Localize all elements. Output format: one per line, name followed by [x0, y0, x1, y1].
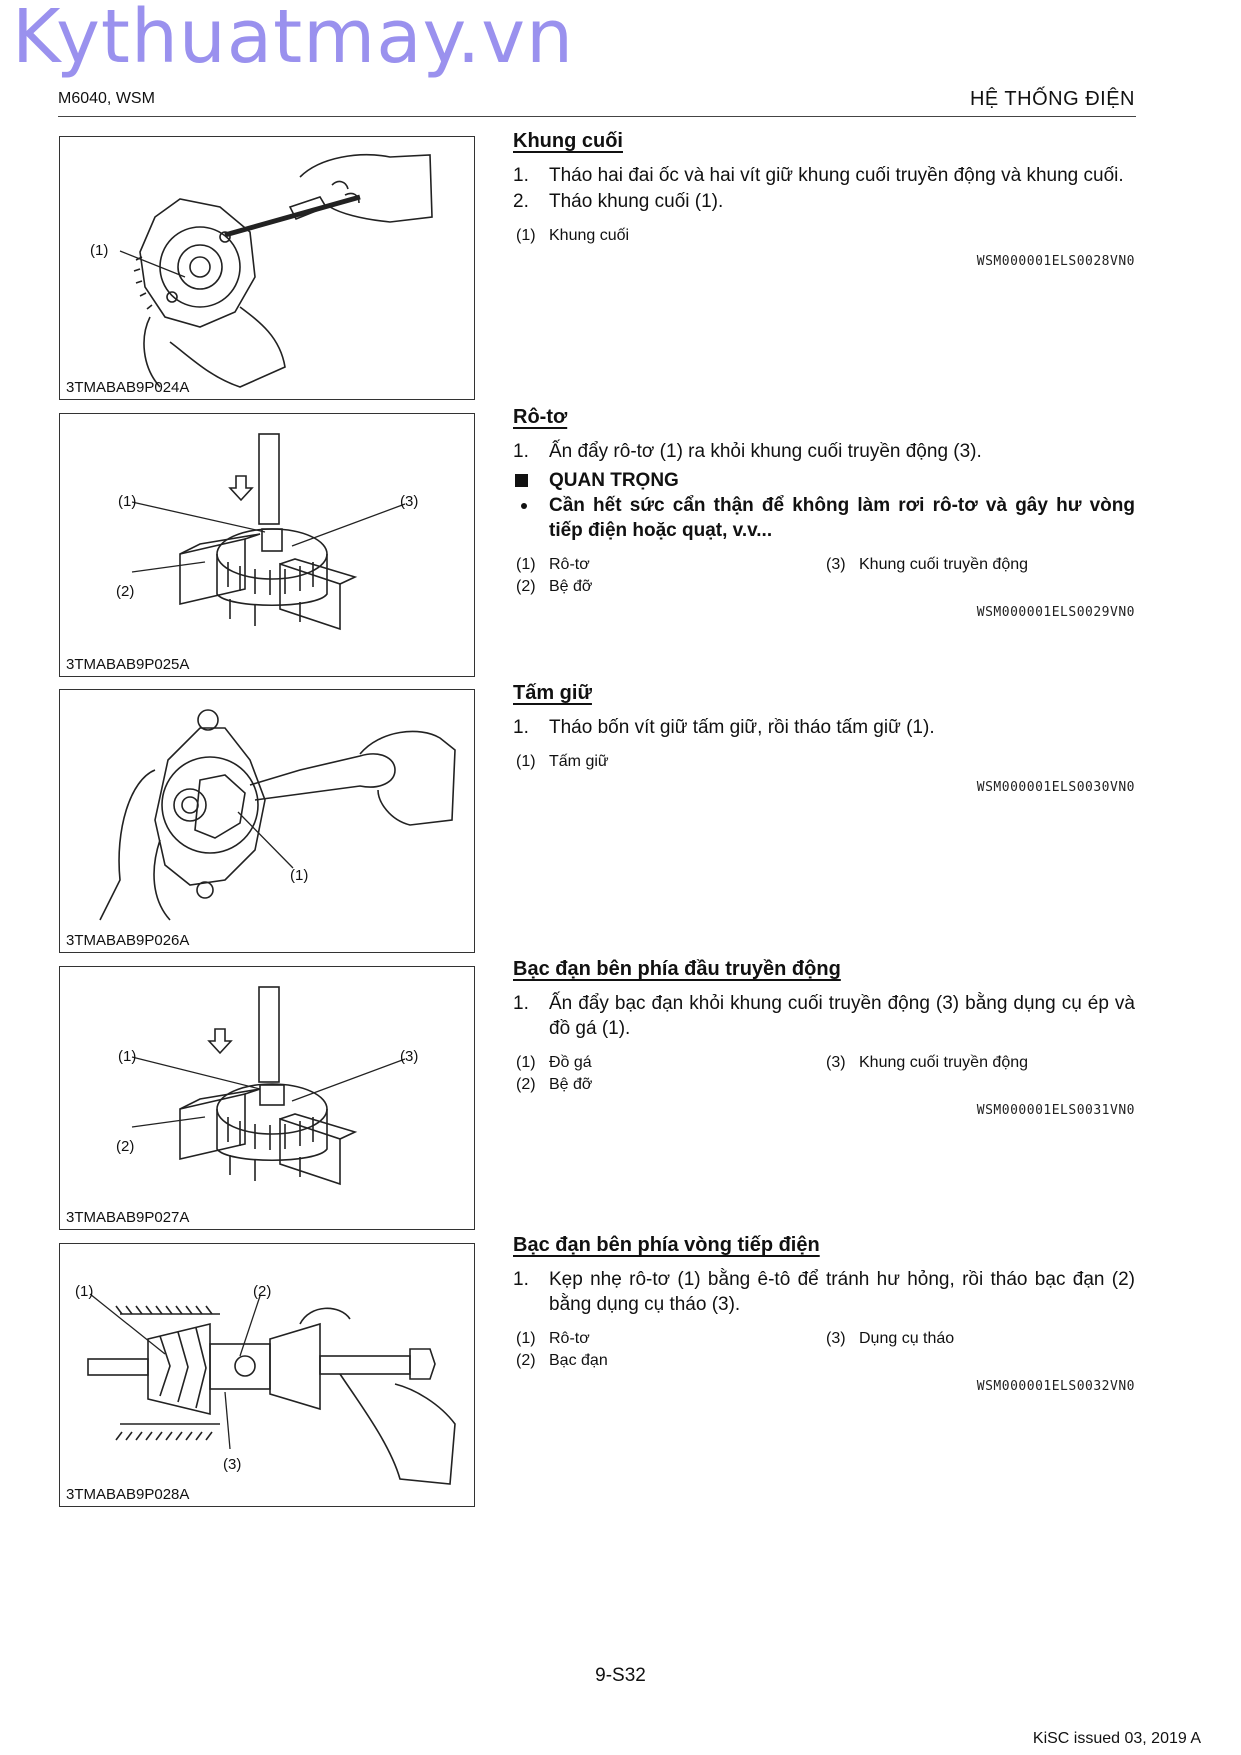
section-end-frame	[513, 130, 1135, 269]
slip-ring-bearing-illustration	[60, 1244, 476, 1508]
fig2-label-2: (2)	[116, 583, 135, 600]
fig5-label-3: (3)	[223, 1456, 242, 1473]
important-label: QUAN TRỌNG	[549, 470, 679, 491]
fig3-label-1: (1)	[290, 867, 309, 884]
step-text: Tháo khung cuối (1).	[549, 191, 724, 212]
fig4-label-1: (1)	[118, 1048, 137, 1065]
end-frame-illustration	[60, 137, 476, 401]
header-divider	[58, 116, 1136, 117]
bullet-dot-icon	[521, 503, 527, 509]
legend	[513, 555, 1135, 597]
fig5-label-1: (1)	[75, 1283, 94, 1300]
legend-item	[823, 555, 1133, 575]
important-heading	[513, 468, 1135, 493]
document-code: WSM000001ELS0029VN0	[976, 605, 1135, 620]
legend-text: Khung cuối	[549, 227, 630, 244]
step	[513, 991, 1135, 1041]
header-chapter-title: HỆ THỐNG ĐIỆN	[969, 88, 1135, 110]
square-bullet-icon	[515, 474, 528, 487]
legend-number: (1)	[516, 753, 536, 770]
legend-number: (3)	[826, 1054, 846, 1071]
legend-number: (2)	[516, 1352, 536, 1369]
fig5-label-2: (2)	[253, 1283, 272, 1300]
header-model: M6040, WSM	[58, 90, 155, 107]
fig2-label-1: (1)	[118, 493, 137, 510]
legend	[513, 752, 1135, 772]
figure-caption: 3TMABAB9P027A	[66, 1209, 190, 1226]
legend-text: Rô-tơ	[549, 556, 590, 573]
section-rotor	[513, 406, 1135, 620]
issue-info: KiSC issued 03, 2019 A	[1032, 1730, 1201, 1747]
figure-slip-ring-bearing	[59, 1243, 475, 1507]
legend-text: Khung cuối truyền động	[859, 1054, 1029, 1071]
legend-item	[513, 1075, 823, 1095]
legend-number: (1)	[516, 1054, 536, 1071]
legend-text: Bệ đỡ	[549, 1076, 593, 1093]
section-slip-ring-bearing	[513, 1234, 1135, 1394]
legend-item	[823, 1329, 1133, 1349]
step-number: 1.	[513, 993, 529, 1014]
step	[513, 189, 1135, 214]
legend-number: (1)	[516, 1330, 536, 1347]
legend-number: (1)	[516, 227, 536, 244]
legend	[513, 226, 1135, 246]
fig1-label-1: (1)	[90, 242, 109, 259]
figure-caption: 3TMABAB9P028A	[66, 1486, 190, 1503]
legend-text: Bệ đỡ	[549, 578, 593, 595]
step-number: 1.	[513, 165, 529, 186]
step-text: Kẹp nhẹ rô-tơ (1) bằng ê-tô để tránh hư hỏng, rồi tháo bạc đạn (2) bằng dụng cụ tháo (3).	[549, 1269, 1135, 1315]
legend-number: (3)	[826, 1330, 846, 1347]
document-code: WSM000001ELS0028VN0	[976, 254, 1135, 269]
legend-item	[513, 1329, 823, 1349]
fig4-label-3: (3)	[400, 1048, 419, 1065]
legend-text: Đồ gá	[549, 1054, 592, 1071]
legend-text: Khung cuối truyền động	[859, 556, 1029, 573]
legend-text: Dụng cụ tháo	[859, 1330, 955, 1347]
step-number: 1.	[513, 717, 529, 738]
step	[513, 715, 1135, 740]
important-bullet	[513, 493, 1135, 543]
step	[513, 163, 1135, 188]
fig2-label-3: (3)	[400, 493, 419, 510]
step-text: Ấn đẩy bạc đạn khỏi khung cuối truyền động (3) bằng dụng cụ ép và đồ gá (1).	[549, 993, 1135, 1039]
legend	[513, 1329, 1135, 1371]
legend-number: (2)	[516, 578, 536, 595]
section-retainer-plate	[513, 682, 1135, 795]
legend-item	[513, 752, 823, 772]
legend-number: (2)	[516, 1076, 536, 1093]
legend-item	[513, 226, 823, 246]
legend-item	[513, 577, 823, 597]
step-number: 1.	[513, 1269, 529, 1290]
section-title: Khung cuối	[513, 130, 623, 152]
step	[513, 439, 1135, 464]
document-code: WSM000001ELS0031VN0	[976, 1103, 1135, 1118]
figure-retainer-plate	[59, 689, 475, 953]
legend-number: (1)	[516, 556, 536, 573]
drive-end-bearing-illustration	[60, 967, 476, 1231]
figure-caption: 3TMABAB9P024A	[66, 379, 190, 396]
legend-item	[513, 1351, 823, 1371]
step	[513, 1267, 1135, 1317]
figure-rotor	[59, 413, 475, 677]
section-drive-end-bearing	[513, 958, 1135, 1118]
legend-text: Tấm giữ	[549, 753, 609, 770]
legend-item	[823, 1053, 1133, 1073]
document-code: WSM000001ELS0032VN0	[976, 1379, 1135, 1394]
rotor-press-illustration	[60, 414, 476, 678]
figure-caption: 3TMABAB9P025A	[66, 656, 190, 673]
watermark: Kythuatmay.vn	[12, 0, 575, 80]
section-title: Rô-tơ	[513, 406, 568, 428]
figure-caption: 3TMABAB9P026A	[66, 932, 190, 949]
legend-text: Bạc đạn	[549, 1352, 608, 1369]
legend-text: Rô-tơ	[549, 1330, 590, 1347]
section-title: Bạc đạn bên phía vòng tiếp điện	[513, 1234, 820, 1256]
step-text: Tháo bốn vít giữ tấm giữ, rồi tháo tấm giữ (1).	[549, 717, 935, 738]
legend-item	[513, 555, 823, 575]
retainer-plate-illustration	[60, 690, 476, 954]
step-text: Ấn đẩy rô-tơ (1) ra khỏi khung cuối truyền động (3).	[549, 441, 982, 462]
section-title: Bạc đạn bên phía đầu truyền động	[513, 958, 841, 980]
legend	[513, 1053, 1135, 1095]
step-text: Tháo hai đai ốc và hai vít giữ khung cuối truyền động và khung cuối.	[549, 165, 1124, 186]
step-number: 1.	[513, 441, 529, 462]
step-number: 2.	[513, 191, 529, 212]
legend-number: (3)	[826, 556, 846, 573]
legend-item	[513, 1053, 823, 1073]
figure-end-frame	[59, 136, 475, 400]
page-number: 9-S32	[595, 1665, 646, 1686]
figure-drive-end-bearing	[59, 966, 475, 1230]
important-text: Cần hết sức cẩn thận để không làm rơi rô-tơ và gây hư vòng tiếp điện hoặc quạt, v.v...	[549, 495, 1135, 541]
fig4-label-2: (2)	[116, 1138, 135, 1155]
section-title: Tấm giữ	[513, 682, 592, 704]
document-code: WSM000001ELS0030VN0	[976, 780, 1135, 795]
